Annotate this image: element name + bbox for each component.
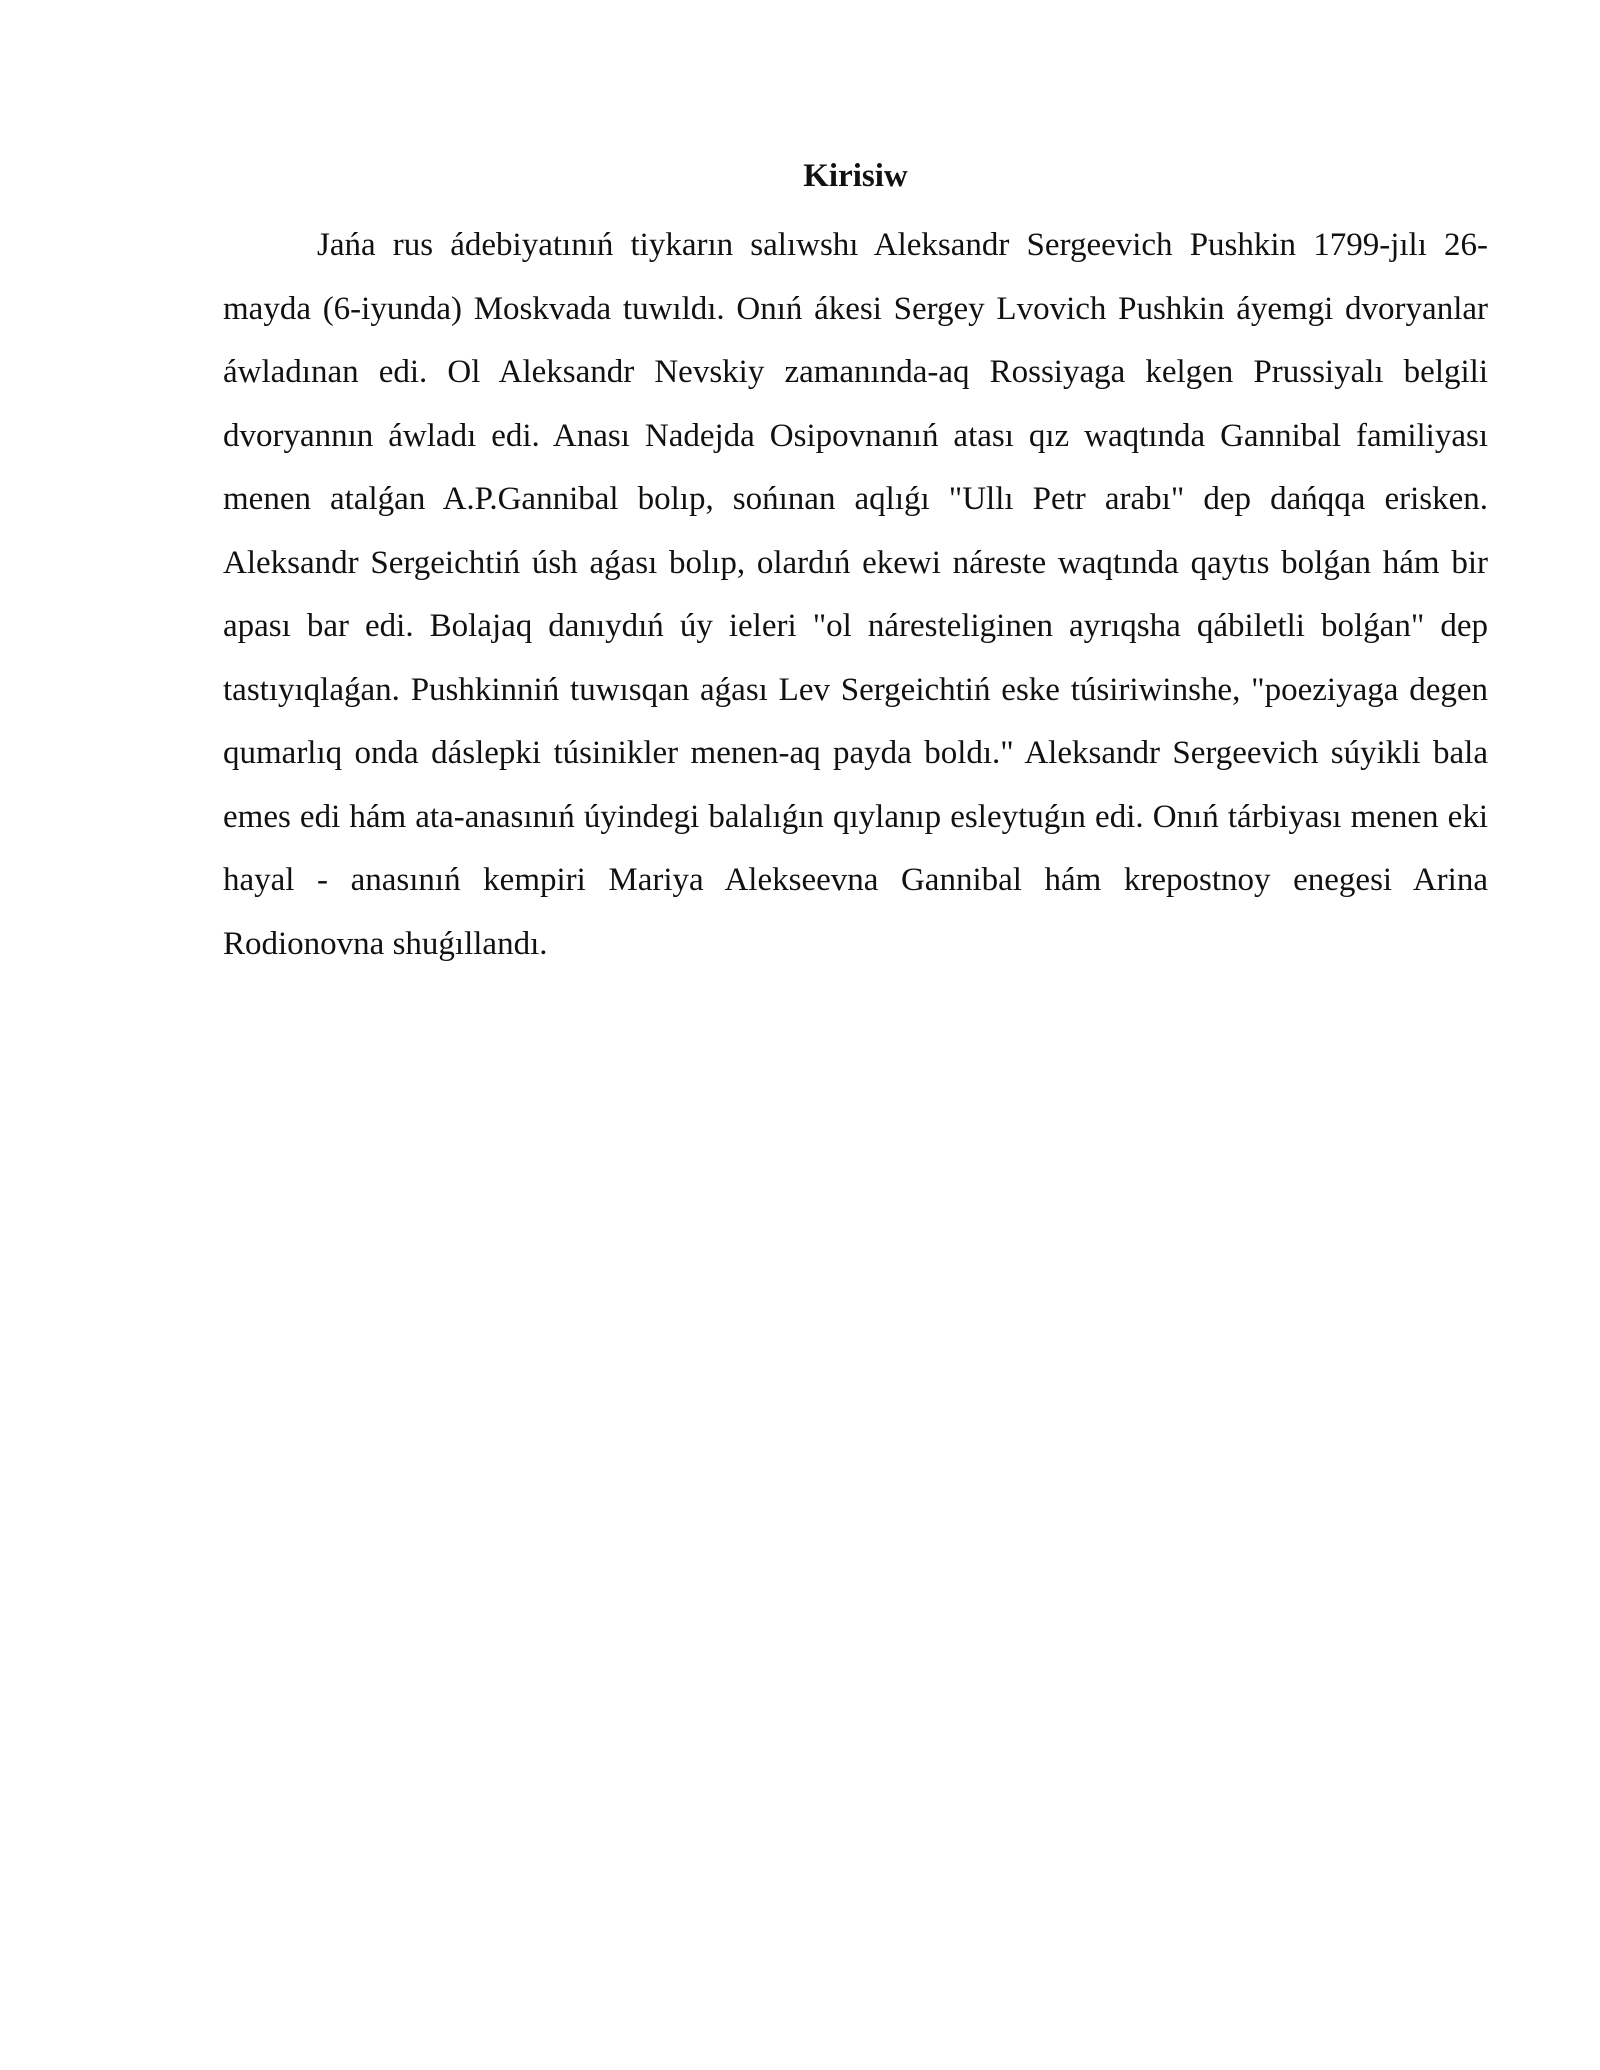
document-title: Kirisiw	[803, 158, 908, 194]
body-paragraph: Jańa rus ádebiyatınıń tiykarın salıwshı Aleksandr Sergeevich Pushkin 1799-jılı 26-mayda (6-iyunda) Moskvada tuwıldı. Onıń ákesi Sergey Lvovich Pushkin áyemgi dvoryanlar áwladınan edi. Ol Aleksandr Nevskiy zamanında-aq Rossiyaga kelgen Prussiyalı belgili dvoryannın áwladı edi. Anası Nadejda Osipovnanıń atası qız waqtında Gannibal familiyası menen atalǵan A.P.Gannibal bolıp, sońınan aqlıǵı "Ullı Petr arabı" dep dańqqa erisken. Aleksandr Sergeichtiń úsh aǵası bolıp, olardıń ekewi náreste waqtında qaytıs bolǵan hám bir apası bar edi. Bolajaq danıydıń úy ieleri "ol náresteliginen ayrıqsha qábiletli bolǵan" dep tastıyıqlaǵan. Pushkinniń tuwısqan aǵası Lev Sergeichtiń eske túsiriwinshe, "poeziyaga degen qumarlıq onda dáslepki túsinikler menen-aq payda boldı." Aleksandr Sergeevich súyikli bala emes edi hám ata-anasınıń úyindegi balalıǵın qıylanıp esleytuǵın edi. Onıń tárbiyası menen eki hayal - anasınıń kempiri Mariya Alekseevna Gannibal hám krepostnoy enegesi Arina Rodionovna shuǵıllandı.	[223, 227, 1488, 962]
document-content	[223, 150, 1488, 976]
